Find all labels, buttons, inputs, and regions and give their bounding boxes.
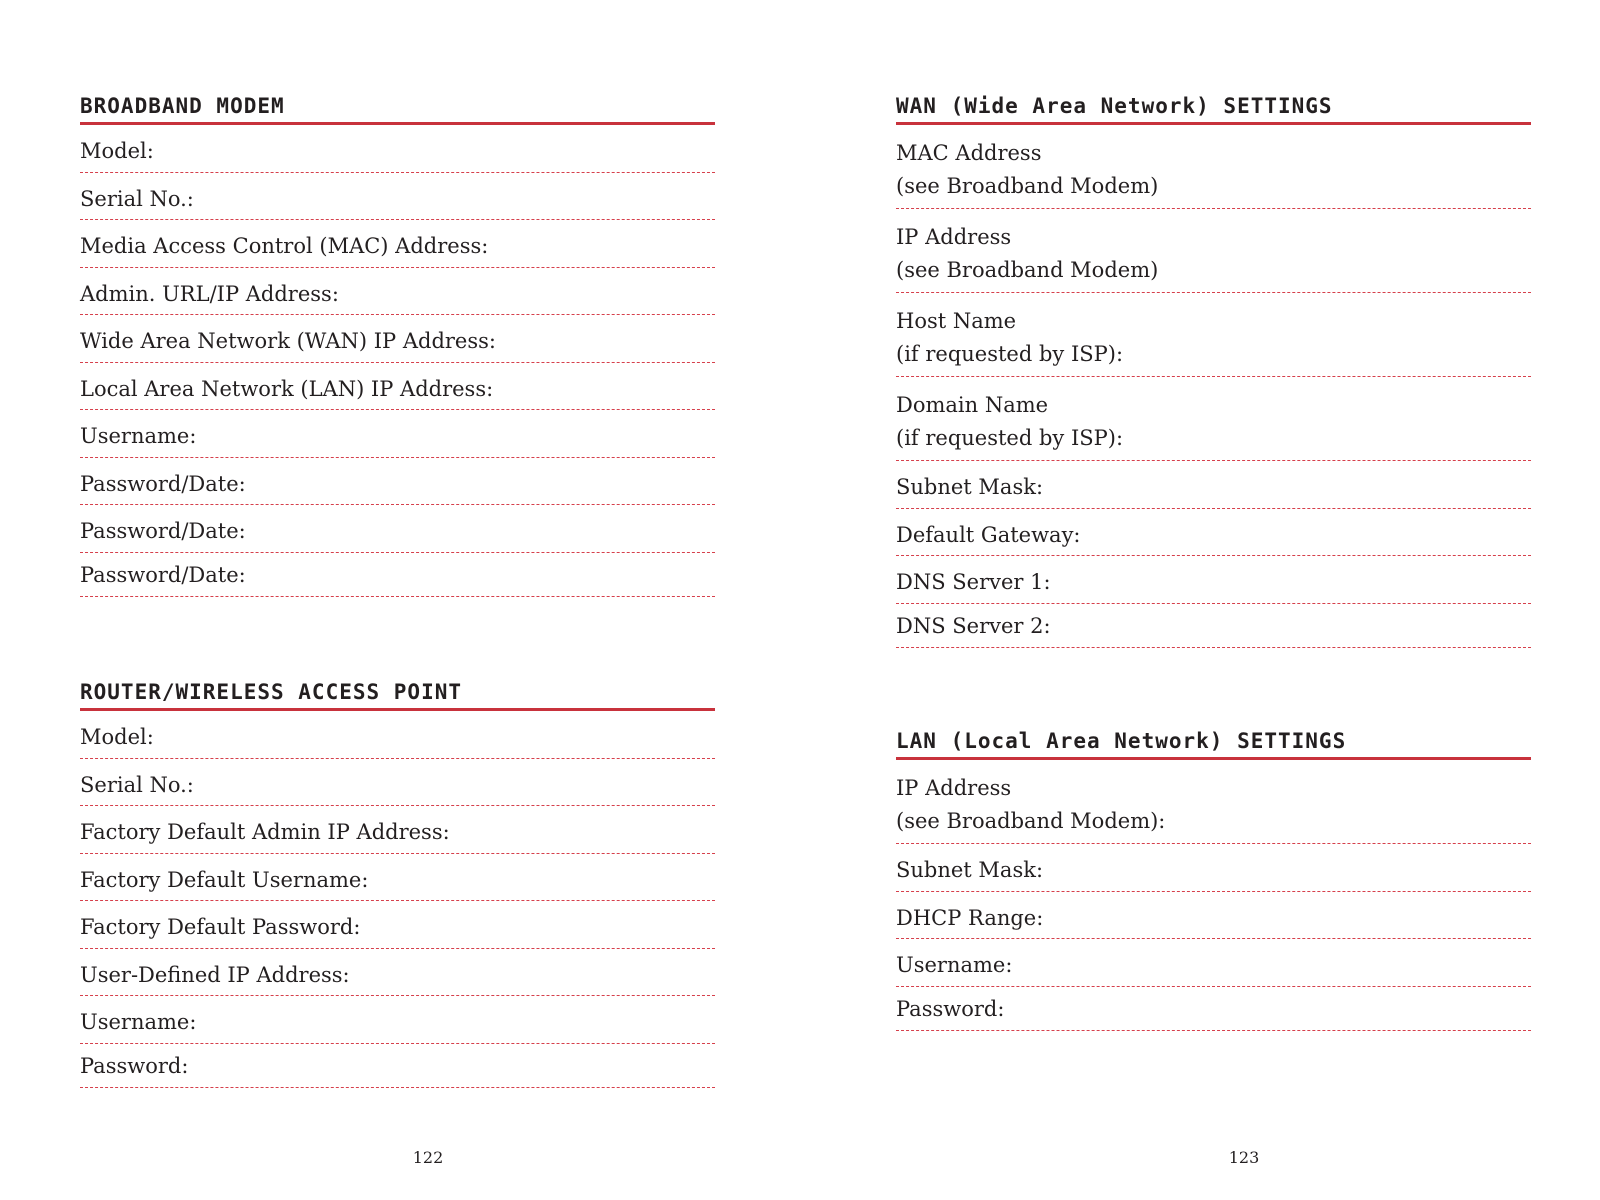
field-lan-username[interactable]: Username: [896, 939, 1531, 987]
section-title-router: ROUTER/WIRELESS ACCESS POINT [80, 680, 715, 711]
section-title-wan: WAN (Wide Area Network) SETTINGS [896, 94, 1531, 125]
field-router-serial-no[interactable]: Serial No.: [80, 759, 715, 807]
field-router-password[interactable]: Password: [80, 1044, 715, 1088]
field-label: MAC Address [896, 141, 1042, 165]
field-router-model[interactable]: Model: [80, 711, 715, 759]
lan-settings-section [896, 729, 1531, 1031]
section-title-broadband-modem: BROADBAND MODEM [80, 94, 715, 125]
field-wan-subnet-mask[interactable]: Subnet Mask: [896, 461, 1531, 509]
field-dns-server-1[interactable]: DNS Server 1: [896, 556, 1531, 604]
field-label: IP Address [896, 225, 1012, 249]
broadband-modem-section [80, 94, 715, 597]
field-label: Domain Name [896, 393, 1049, 417]
field-note: (see Broadband Modem) [896, 258, 1159, 282]
router-section [80, 680, 715, 1088]
field-wan-ip[interactable]: Wide Area Network (WAN) IP Address: [80, 315, 715, 363]
field-host-name[interactable] [896, 293, 1531, 377]
field-user-defined-ip[interactable]: User-Defined IP Address: [80, 949, 715, 997]
field-wan-ip-address[interactable] [896, 209, 1531, 293]
page-number: 122 [412, 1148, 444, 1167]
field-wan-mac-address[interactable] [896, 125, 1531, 209]
page-number: 123 [1228, 1148, 1260, 1167]
field-factory-admin-ip[interactable]: Factory Default Admin IP Address: [80, 806, 715, 854]
field-lan-subnet-mask[interactable]: Subnet Mask: [896, 844, 1531, 892]
field-label: Host Name [896, 309, 1017, 333]
field-serial-no[interactable]: Serial No.: [80, 173, 715, 221]
field-model[interactable]: Model: [80, 125, 715, 173]
field-mac-address[interactable]: Media Access Control (MAC) Address: [80, 220, 715, 268]
field-router-username[interactable]: Username: [80, 996, 715, 1044]
field-note: (if requested by ISP): [896, 342, 1124, 366]
field-default-gateway[interactable]: Default Gateway: [896, 509, 1531, 557]
field-lan-ip[interactable]: Local Area Network (LAN) IP Address: [80, 363, 715, 411]
field-label: IP Address [896, 776, 1012, 800]
field-admin-url[interactable]: Admin. URL/IP Address: [80, 268, 715, 316]
field-password-date-1[interactable]: Password/Date: [80, 458, 715, 506]
field-note: (if requested by ISP): [896, 426, 1124, 450]
field-password-date-2[interactable]: Password/Date: [80, 505, 715, 553]
section-title-lan: LAN (Local Area Network) SETTINGS [896, 729, 1531, 760]
field-lan-ip-address[interactable] [896, 760, 1531, 844]
field-factory-password[interactable]: Factory Default Password: [80, 901, 715, 949]
field-dhcp-range[interactable]: DHCP Range: [896, 892, 1531, 940]
field-username[interactable]: Username: [80, 410, 715, 458]
field-note: (see Broadband Modem) [896, 174, 1159, 198]
field-domain-name[interactable] [896, 377, 1531, 461]
field-password-date-3[interactable]: Password/Date: [80, 553, 715, 597]
field-dns-server-2[interactable]: DNS Server 2: [896, 604, 1531, 648]
field-lan-password[interactable]: Password: [896, 987, 1531, 1031]
wan-settings-section [896, 94, 1531, 648]
field-note: (see Broadband Modem): [896, 809, 1166, 833]
field-factory-username[interactable]: Factory Default Username: [80, 854, 715, 902]
right-page [800, 0, 1600, 1200]
